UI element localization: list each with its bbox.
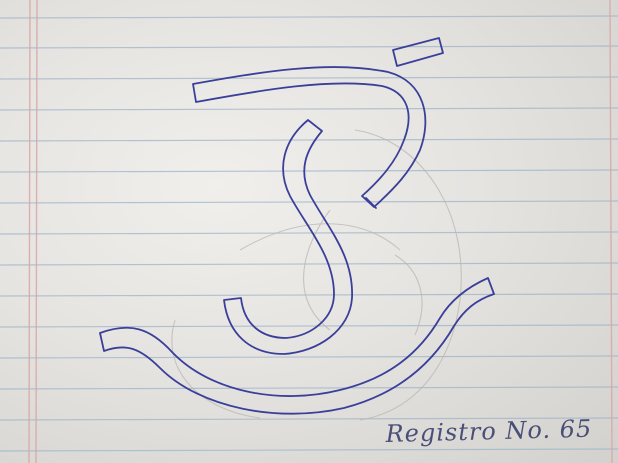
rule-line — [0, 356, 618, 358]
rule-line — [0, 77, 618, 79]
rule-line — [0, 325, 618, 327]
pencil-arc — [355, 130, 461, 420]
rule-line — [0, 46, 618, 48]
pencil-sketch — [172, 130, 461, 420]
rule-line — [0, 139, 618, 141]
pencil-arc — [172, 320, 260, 418]
accent-bar — [393, 38, 443, 66]
rule-line — [0, 294, 618, 296]
rule-line — [0, 449, 618, 451]
rule-line — [0, 170, 618, 172]
ruled-lines — [0, 16, 618, 451]
rule-line — [0, 263, 618, 265]
margin-line — [610, 0, 612, 463]
rule-line — [0, 232, 618, 234]
central-stroke — [224, 120, 352, 354]
rule-line — [0, 387, 618, 389]
pencil-arc — [304, 210, 330, 330]
rule-line — [0, 108, 618, 110]
margin-line — [29, 0, 30, 463]
bottom-swoop-stroke — [100, 278, 494, 414]
top-hook-end-mark — [366, 198, 376, 208]
margin-line — [36, 0, 37, 463]
rule-line — [0, 201, 618, 203]
registration-caption: Registro No. 65 — [385, 414, 593, 448]
top-hook-stroke — [193, 67, 425, 207]
rule-line — [0, 16, 618, 18]
